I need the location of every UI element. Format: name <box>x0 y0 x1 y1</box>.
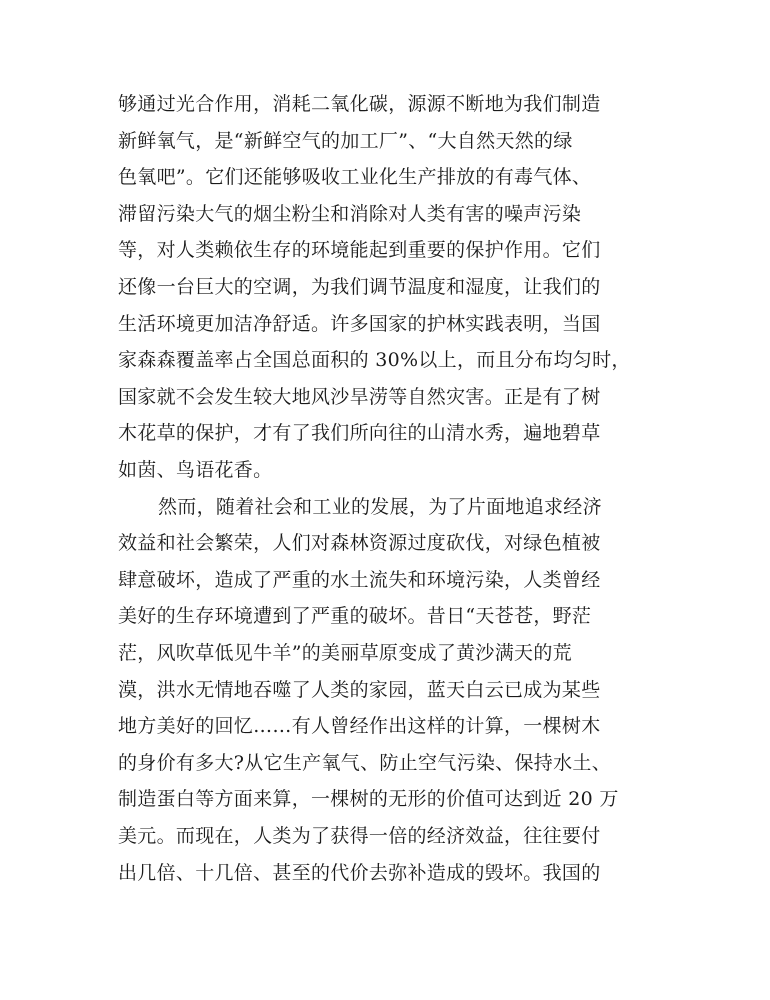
text-line: 生活环境更加洁净舒适。许多国家的护林实践表明，当国 <box>118 313 601 335</box>
text-line: 美好的生存环境遭到了严重的破坏。昔日“天苍苍，野茫 <box>118 605 592 627</box>
text-line: 的身价有多大?从它生产氧气、防止空气污染、保持水土、 <box>118 752 611 774</box>
text-line: 家森森覆盖率占全国总面积的 30%以上，而且分布均匀时， <box>118 349 631 371</box>
text-line: 国家就不会发生较大地风沙旱涝等自然灾害。正是有了树 <box>118 386 601 408</box>
text-line: 效益和社会繁荣，人们对森林资源过度砍伐，对绿色植被 <box>118 532 601 554</box>
text-line: 等，对人类赖依生存的环境能起到重要的保护作用。它们 <box>118 239 601 261</box>
text-line: 地方美好的回忆……有人曾经作出这样的计算，一棵树木 <box>118 715 601 737</box>
text-line: 肆意破坏，造成了严重的水土流失和环境污染，人类曾经 <box>118 569 601 591</box>
text-line: 木花草的保护，才有了我们所向往的山清水秀，遍地碧草 <box>118 422 601 444</box>
paragraph-start-line: 然而，随着社会和工业的发展，为了片面地追求经济 <box>158 496 602 518</box>
text-line: 茫，风吹草低见牛羊”的美丽草原变成了黄沙满天的荒 <box>118 642 572 664</box>
text-line: 美元。而现在，人类为了获得一倍的经济效益，往往要付 <box>118 825 601 847</box>
text-line: 漠，洪水无情地吞噬了人类的家园，蓝天白云已成为某些 <box>118 679 601 701</box>
text-line: 还像一台巨大的空调，为我们调节温度和湿度，让我们的 <box>118 276 601 298</box>
text-line: 出几倍、十几倍、甚至的代价去弥补造成的毁坏。我国的 <box>118 862 601 884</box>
text-line: 色氧吧”。它们还能够吸收工业化生产排放的有毒气体、 <box>118 166 592 188</box>
text-line: 新鲜氧气，是“新鲜空气的加工厂”、“大自然天然的绿 <box>118 130 573 152</box>
text-line: 滞留污染大气的烟尘粉尘和消除对人类有害的噪声污染 <box>118 203 582 225</box>
text-line: 制造蛋白等方面来算，一棵树的无形的价值可达到近 20 万 <box>118 788 619 810</box>
text-line: 够通过光合作用，消耗二氧化碳，源源不断地为我们制造 <box>118 93 601 115</box>
text-line: 如茵、鸟语花香。 <box>118 459 273 481</box>
